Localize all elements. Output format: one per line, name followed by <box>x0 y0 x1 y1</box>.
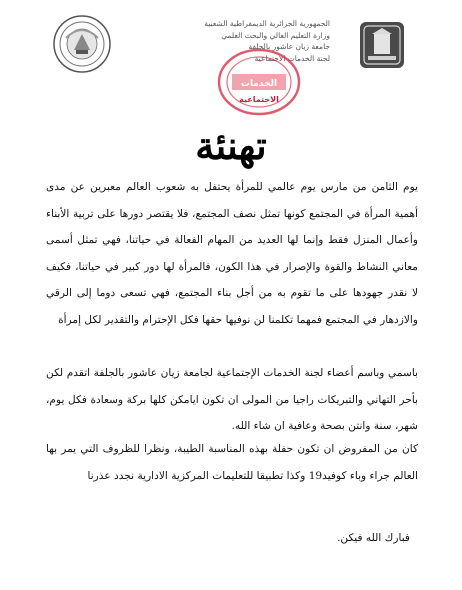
svg-text:الخدمات: الخدمات <box>240 79 278 89</box>
header-line-ministry: وزارة التعليم العالي والبحث العلمي <box>221 30 330 40</box>
university-logo-left <box>52 14 112 74</box>
paragraph-apology: كان من المفروض ان تكون حفلة بهذه المناسبة الطيبة، ونظرا للظروف التي يمر بها العالم جراء وباء كوفيد19 وكذا تطبيقا للتعليمات المركزية الادارية نجدد عذرنا <box>46 443 418 482</box>
header-line-republic: الجمهورية الجزائرية الديمقراطية الشعبية <box>204 19 330 28</box>
header-line-university: جامعة زيان عاشور بالجلفة <box>248 42 330 51</box>
svg-text:الاجتماعية: الاجتماعية <box>239 95 279 104</box>
page-title: تهنئة <box>195 123 267 168</box>
university-logo-right <box>354 16 410 74</box>
committee-stamp <box>214 46 304 118</box>
paragraph-congratulations: باسمي وباسم أعضاء لجنة الخدمات الإجتماعية لجامعة زيان عاشور بالجلفة اتقدم لكن بأحر التهاني والتبريكات راجيا من المولى ان تكون ايامكن كلها بركة وسعادة فكل يوم، شهر، سنة وانتن بصحة وعافية ان شاء الله. <box>46 367 418 432</box>
closing-line: فبارك الله فيكن. <box>337 532 410 544</box>
header-line-committee: لجنة الخدمات الاجتماعية <box>254 53 330 63</box>
paragraph-womens-day: يوم الثامن من مارس يوم عالمي للمرأة يحتفل به شعوب العالم معبرين عن مدى أهمية المرأة في المجتمع كونها تمثل نصف المجتمع، فلا يقتصر دورها على تربية الأبناء وأعمال المنزل فقط وإنما لها العديد من المهام الفعالة في حياتنا، فهي تمثل أسمى معاني النشاط والقوة والإصرار في هذا الكون، فالمرأة لها دور كبير في حياتنا، فكيف لا نقدر جهودها على ما تقوم به من أجل بناء المجتمع، فهي تسعى دوما إلى الرقي والازدهار في المجتمع فمهما تكلمنا لن نوفيها حقها فكل الإحترام والتقدير لكل إمرأة <box>46 181 418 326</box>
